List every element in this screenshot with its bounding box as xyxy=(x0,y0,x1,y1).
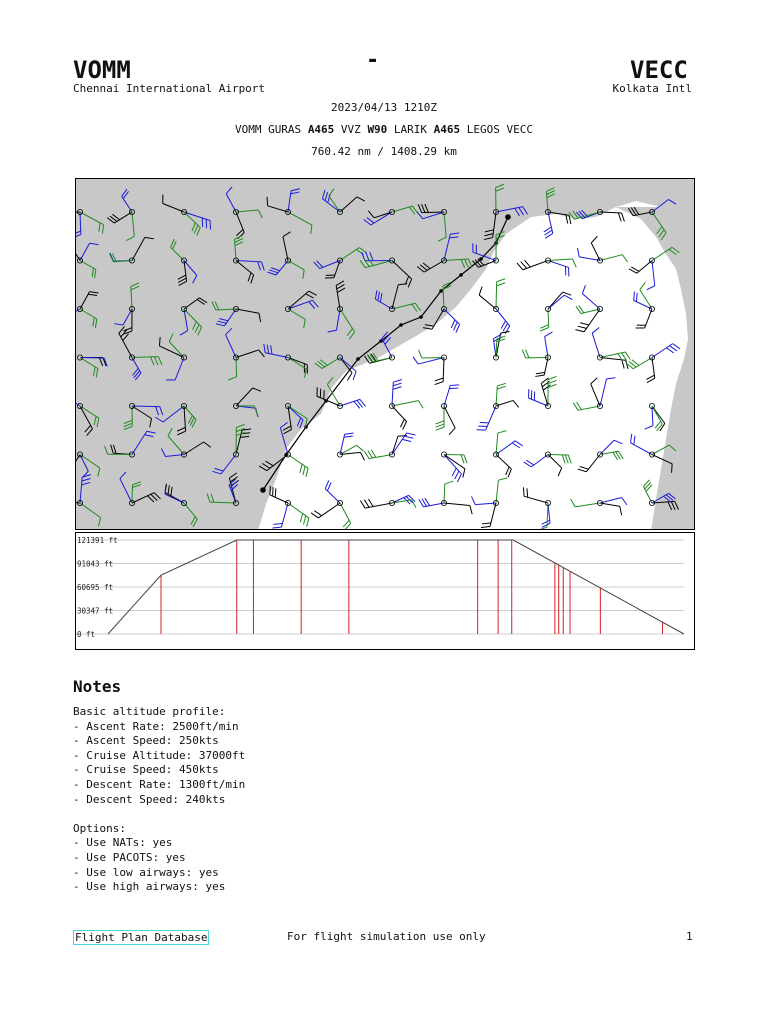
note-line: Options: xyxy=(73,821,126,835)
note-line: - Ascent Speed: 250kts xyxy=(73,734,219,748)
note-line: - Descent Rate: 1300ft/min xyxy=(73,778,246,791)
route-waypoint-marker xyxy=(505,214,511,220)
route-distance: 760.42 nm / 1408.29 km xyxy=(311,145,457,158)
waypoint-label: LARIK xyxy=(387,123,434,136)
note-line: - Cruise Speed: 450kts xyxy=(73,763,219,777)
route-separator: - xyxy=(366,48,380,73)
arrival-name: Kolkata Intl xyxy=(612,82,692,95)
note-line: - Descent Speed: 240kts xyxy=(73,792,226,806)
footer-disclaimer: For flight simulation use only xyxy=(287,930,486,943)
plan-datetime: 2023/04/13 1210Z xyxy=(331,101,437,114)
note-line: - Use NATs: yes xyxy=(73,836,173,850)
profile-y-tick-label: 30347 ft xyxy=(77,606,114,616)
route-waypoint-marker xyxy=(399,323,403,327)
flight-plan-database-link[interactable]: Flight Plan Database xyxy=(75,931,208,944)
route-map xyxy=(75,178,695,530)
profile-y-tick-label: 60695 ft xyxy=(77,583,114,593)
route-waypoint-marker xyxy=(459,273,463,277)
profile-y-tick-label: 0 ft xyxy=(77,630,96,639)
note-line: Basic altitude profile: xyxy=(73,705,226,718)
notes-title: Notes xyxy=(73,677,122,696)
airway-label: A465 xyxy=(433,123,461,136)
waypoint-label: VVZ xyxy=(334,123,368,136)
profile-y-tick-label: 121391 ft xyxy=(77,536,118,545)
note-line: - Use high airways: yes xyxy=(73,880,226,894)
route-waypoint-marker xyxy=(260,487,266,493)
airway-label: W90 xyxy=(367,123,388,136)
route-waypoint-marker xyxy=(356,357,360,361)
note-line: - Use PACOTS: yes xyxy=(73,851,186,864)
route-map-svg xyxy=(76,179,695,530)
route-waypoint-marker xyxy=(439,289,443,293)
altitude-profile xyxy=(75,532,695,650)
note-line: - Ascent Rate: 2500ft/min xyxy=(73,719,239,733)
note-line: - Use low airways: yes xyxy=(73,865,219,879)
arrival-code: VECC xyxy=(630,56,688,84)
page-number: 1 xyxy=(686,930,693,943)
departure-code: VOMM xyxy=(73,56,131,84)
route-waypoint-marker xyxy=(419,315,423,319)
departure-name: Chennai International Airport xyxy=(73,82,266,95)
waypoint-label: VOMM GURAS xyxy=(234,123,308,136)
route-string xyxy=(0,123,768,136)
note-line: - Cruise Altitude: 37000ft xyxy=(73,748,246,762)
altitude-profile-chart xyxy=(76,533,696,651)
waypoint-label: LEGOS VECC xyxy=(460,123,534,136)
profile-y-tick-label: 91043 ft xyxy=(77,559,114,569)
airway-label: A465 xyxy=(307,123,335,136)
